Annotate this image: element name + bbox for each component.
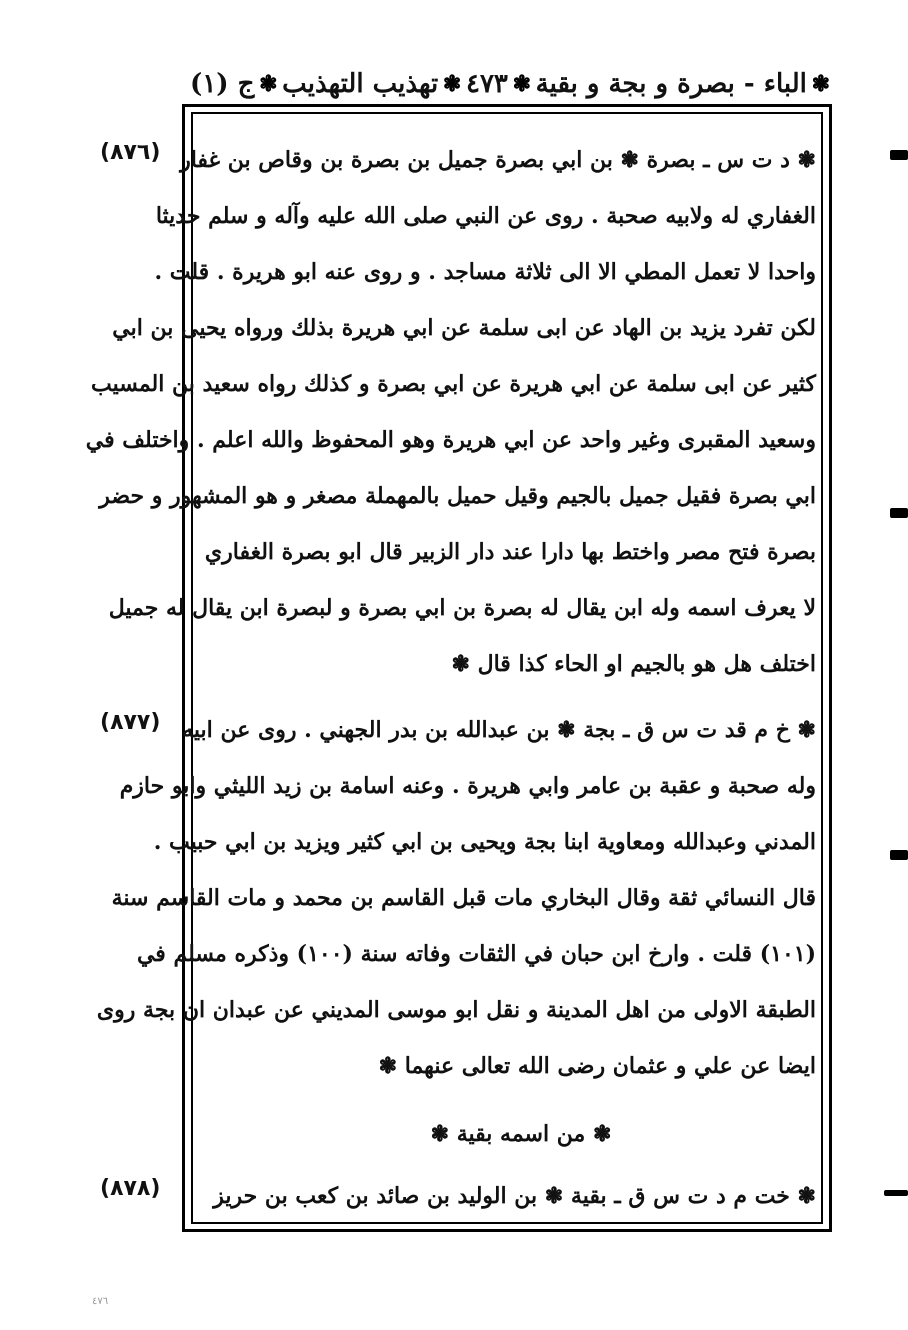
- text-line: قال النسائي ثقة وقال البخاري مات قبل القاسم بن محمد و مات القاسم سنة: [111, 885, 816, 911]
- text-line: الطبقة الاولى من اهل المدينة و نقل ابو موسى المديني عن عبدان ان بجة روى: [96, 997, 816, 1023]
- footer-mark: ٤٧٦: [92, 1296, 109, 1307]
- entry-number: (٨٧٦): [100, 140, 161, 165]
- running-header: [190, 62, 830, 106]
- text-line: اختلف هل هو بالجيم او الحاء كذا قال ❃: [451, 651, 816, 677]
- text-line: وسعيد المقبرى وغير واحد عن ابي هريرة وهو المحفوظ والله اعلم . واختلف في: [85, 427, 816, 453]
- text-line: الغفاري له ولابيه صحبة . روى عن النبي صلى الله عليه وآله و سلم حديثا: [155, 203, 816, 229]
- margin-mark: [890, 850, 908, 860]
- text-line: المدني وعبدالله ومعاوية ابنا بجة ويحيى بن ابي كثير ويزيد بن ابي حبيب .: [153, 829, 816, 855]
- volume-label: ج (١): [190, 69, 255, 99]
- section-heading: ❃ من اسمه بقية ❃: [430, 1121, 612, 1147]
- text-line: كثير عن ابى سلمة عن ابي هريرة عن ابي بصرة و كذلك رواه سعيد بن المسيب: [90, 371, 816, 397]
- ornament-icon: ❃: [811, 71, 830, 97]
- page-number: ٤٧٣: [466, 69, 508, 99]
- book-title: تهذيب التهذيب: [282, 69, 439, 99]
- ornament-icon: ❃: [512, 71, 531, 97]
- entry-number: (٨٧٨): [100, 1176, 161, 1201]
- ornament-icon: ❃: [259, 71, 278, 97]
- section-title: الباء - بصرة و بجة و بقية: [535, 69, 807, 99]
- text-line: لا يعرف اسمه وله ابن يقال له بصرة بن ابي بصرة و لبصرة ابن يقال له جميل: [108, 595, 816, 621]
- text-line: بصرة فتح مصر واختط بها دارا عند دار الزبير قال ابو بصرة الغفاري: [204, 539, 816, 565]
- text-line: ❃ خت م د ت س ق ـ بقية ❃ بن الوليد بن صائد بن كعب بن حريز: [213, 1183, 816, 1209]
- entry-number: (٨٧٧): [100, 710, 161, 735]
- text-line: ايضا عن علي و عثمان رضى الله تعالى عنهما ❃: [378, 1053, 816, 1079]
- margin-mark: [890, 150, 908, 160]
- text-line: وله صحبة و عقبة بن عامر وابي هريرة . وعنه اسامة بن زيد الليثي وابو حازم: [119, 773, 816, 799]
- ornament-icon: ❃: [442, 71, 462, 97]
- text-line: لكن تفرد يزيد بن الهاد عن ابى سلمة عن ابي هريرة بذلك ورواه يحيى بن ابي: [112, 315, 816, 341]
- text-line: (١٠١) قلت . وارخ ابن حبان في الثقات وفاته سنة (١٠٠) وذكره مسلم في: [136, 941, 816, 967]
- margin-mark: [890, 508, 908, 518]
- text-line: واحدا لا تعمل المطي الا الى ثلاثة مساجد . و روى عنه ابو هريرة . قلت .: [154, 259, 816, 285]
- text-line: ❃ د ت س ـ بصرة ❃ بن ابي بصرة جميل بن بصرة بن وقاص بن غفار: [180, 147, 816, 173]
- text-line: ابي بصرة فقيل جميل بالجيم وقيل حميل بالمهملة مصغر و هو المشهور و حضر: [99, 483, 816, 509]
- margin-mark: [884, 1190, 908, 1196]
- text-line: ❃ خ م قد ت س ق ـ بجة ❃ بن عبدالله بن بدر الجهني . روى عن ابيه: [182, 717, 816, 743]
